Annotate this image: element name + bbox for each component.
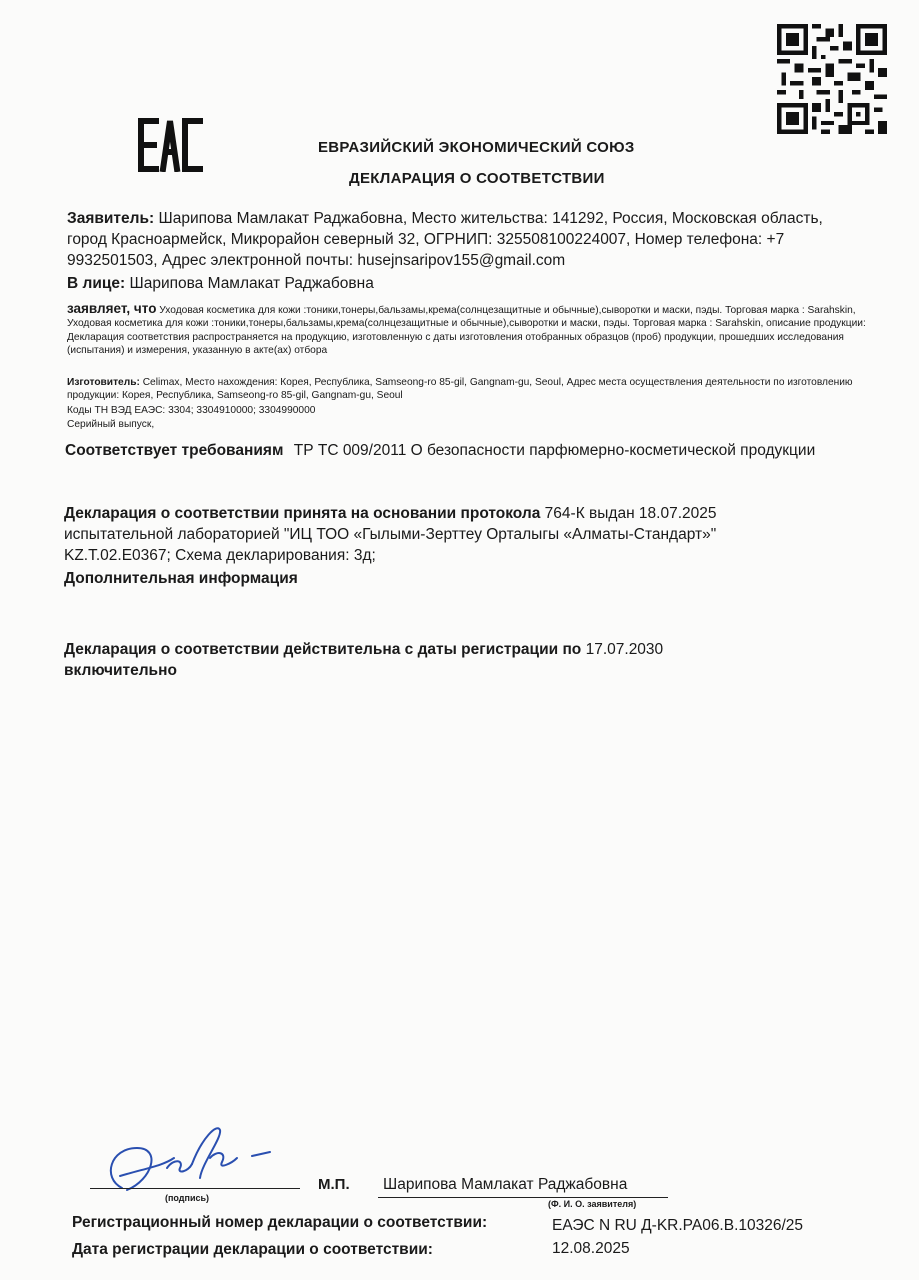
validity-date: 17.07.2030 <box>585 641 664 658</box>
declares-block <box>67 302 867 358</box>
manufacturer-block <box>67 376 867 403</box>
hs-codes: Коды ТН ВЭД ЕАЭС: 3304; 3304910000; 3304990000 <box>67 405 316 416</box>
registration-number-label: Регистрационный номер декларации о соответствии: <box>72 1214 488 1231</box>
declares-label: заявляет, что <box>67 301 157 316</box>
registration-number: ЕАЭС N RU Д-KR.PA06.B.10326/25 <box>552 1217 804 1234</box>
person-label: В лице: <box>67 275 126 292</box>
signature-caption: (подпись) <box>165 1193 210 1203</box>
qr-code <box>777 24 887 134</box>
signature-line <box>90 1188 300 1189</box>
validity-block <box>64 639 784 681</box>
basis-text: 764-К выдан 18.07.2025 испытательной лабораторией "ИЦ ТОО «Гылыми-Зерттеу Орталыгы «Алматы-Стандарт»" KZ.T.02.E0367; Схема декларирования: 3д; <box>64 505 717 564</box>
manufacturer-label: Изготовитель: <box>67 377 140 388</box>
person-block <box>67 273 847 294</box>
additional-info-label: Дополнительная информация <box>64 570 298 587</box>
validity-suffix: включительно <box>64 662 177 679</box>
name-line <box>378 1197 668 1198</box>
applicant-text: Шарипова Мамлакат Раджабовна, Место жительства: 141292, Россия, Московская область, город Красноармейск, Микрорайон северный 32, ОГРНИП: 325508100224007, Номер телефона: +7 9932501503, Адрес электронной почты: husejnsaripov155@gmail.com <box>67 210 823 269</box>
serial-release: Серийный выпуск, <box>67 419 155 430</box>
eac-logo <box>138 118 204 172</box>
conformity-label: Соответствует требованиям <box>65 442 284 459</box>
name-caption: (Ф. И. О. заявителя) <box>548 1199 637 1209</box>
basis-label: Декларация о соответствии принята на основании протокола <box>64 505 541 522</box>
conformity-text: ТР ТС 009/2011 О безопасности парфюмерно-косметической продукции <box>293 442 816 459</box>
applicant-block <box>67 208 847 271</box>
union-title: ЕВРАЗИЙСКИЙ ЭКОНОМИЧЕСКИЙ СОЮЗ <box>318 139 635 156</box>
seal-label: М.П. <box>318 1176 350 1193</box>
validity-label: Декларация о соответствии действительна с даты регистрации по <box>64 641 582 658</box>
applicant-label: Заявитель: <box>67 210 155 227</box>
person-text: Шарипова Мамлакат Раджабовна <box>129 275 374 292</box>
registration-date-label: Дата регистрации декларации о соответствии: <box>72 1241 433 1258</box>
manufacturer-text: Celimax, Место нахождения: Корея, Республика, Samseong-ro 85-gil, Gangnam-gu, Seoul, Адрес места осуществления деятельности по изготовлению продукции: Корея, Республика, Samseong-ro 85-gil, Gangnam-gu, Seoul <box>67 377 853 402</box>
registration-date: 12.08.2025 <box>552 1240 630 1257</box>
document-title: ДЕКЛАРАЦИЯ О СООТВЕТСТВИИ <box>349 170 605 187</box>
applicant-name: Шарипова Мамлакат Раджабовна <box>383 1176 628 1193</box>
conformity-block <box>65 440 835 461</box>
basis-block <box>64 503 804 566</box>
declares-text: Уходовая косметика для кожи :тоники,тонеры,бальзамы,крема(солнцезащитные и обычные),сыворотки и маски, пэды. Торговая марка : Sarahskin, Уходовая косметика для кожи :тоники,тонеры,бальзамы,крема(солнцезащитные и обычные),сыворотки и маски, пэды. Торговая марка : Sarahskin, описание продукции: Декларация соответствия распространяется на продукцию, изготовленную с даты изготовления отобранных образцов (проб) продукции, прошедших исследования (испытания) и измерения, указанную в акте(ах) отбора <box>67 305 866 357</box>
